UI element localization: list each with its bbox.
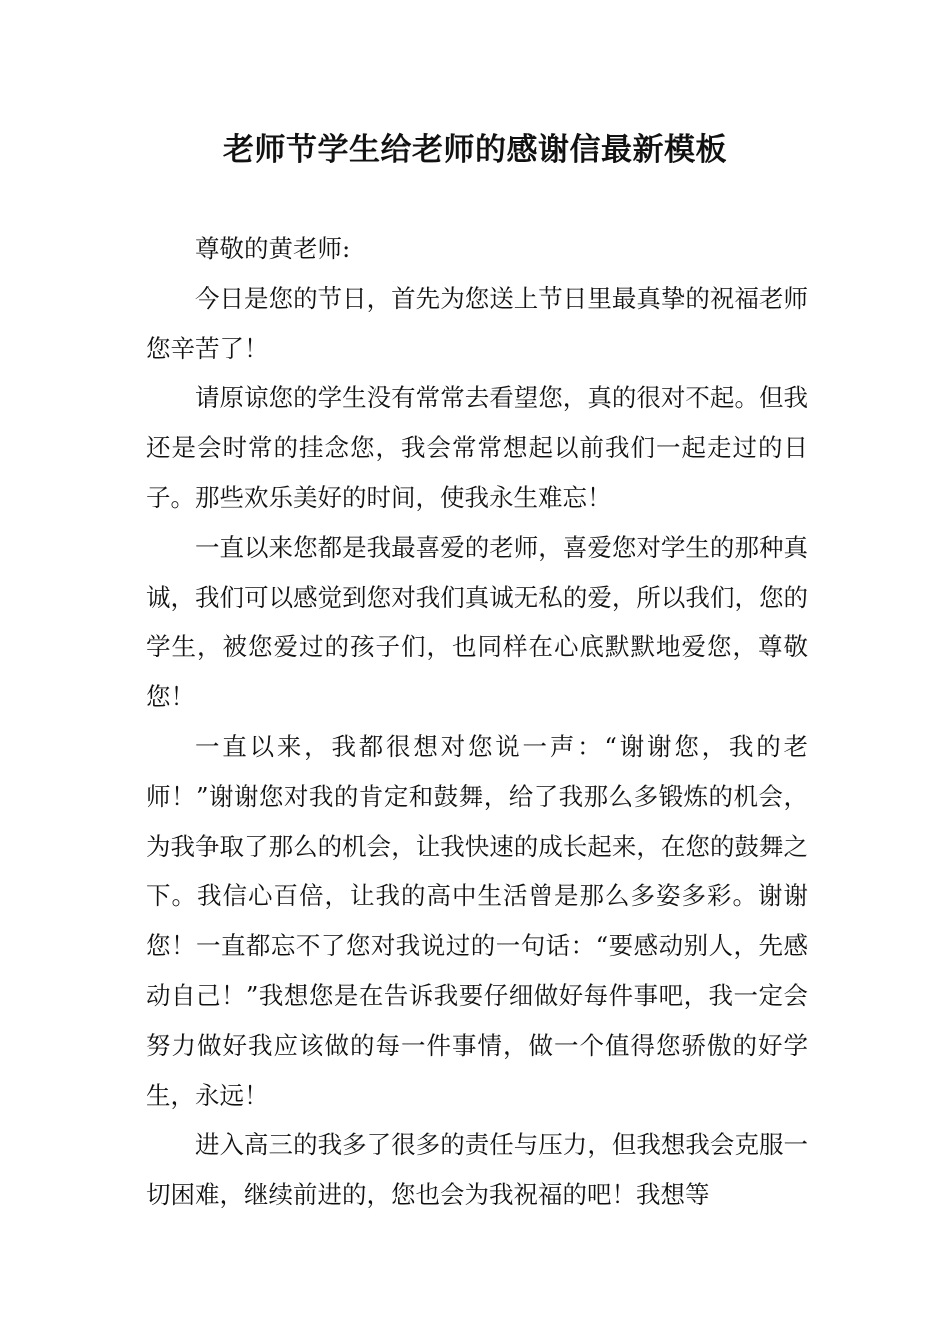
body-paragraph: 进入高三的我多了很多的责任与压力，但我想我会克服一切困难，继续前进的，您也会为我祝福的吧！我想等 bbox=[146, 1130, 808, 1210]
document-title: 老师节学生给老师的感谢信最新模板 bbox=[223, 132, 727, 168]
body-paragraph: 请原谅您的学生没有常常去看望您，真的很对不起。但我还是会时常的挂念您，我会常常想起以前我们一起走过的日子。那些欢乐美好的时间，使我永生难忘！ bbox=[146, 383, 808, 512]
body-paragraph: 一直以来，我都很想对您说一声：“谢谢您，我的老师！”谢谢您对我的肯定和鼓舞，给了我那么多锻炼的机会，为我争取了那么的机会，让我快速的成长起来，在您的鼓舞之下。我信心百倍，让我的高中生活曾是那么多姿多彩。谢谢您！一直都忘不了您对我说过的一句话：“要感动别人，先感动自己！”我想您是在告诉我要仔细做好每件事吧，我一定会努力做好我应该做的每一件事情，做一个值得您骄傲的好学生，永远！ bbox=[146, 731, 808, 1110]
body-paragraph: 一直以来您都是我最喜爱的老师，喜爱您对学生的那种真诚，我们可以感觉到您对我们真诚无私的爱，所以我们，您的学生，被您爱过的孩子们，也同样在心底默默地爱您，尊敬您！ bbox=[146, 532, 808, 712]
salutation: 尊敬的黄老师: bbox=[195, 234, 351, 263]
body-paragraph: 今日是您的节日，首先为您送上节日里最真挚的祝福老师您辛苦了！ bbox=[146, 283, 808, 363]
letter-body bbox=[146, 224, 808, 1220]
